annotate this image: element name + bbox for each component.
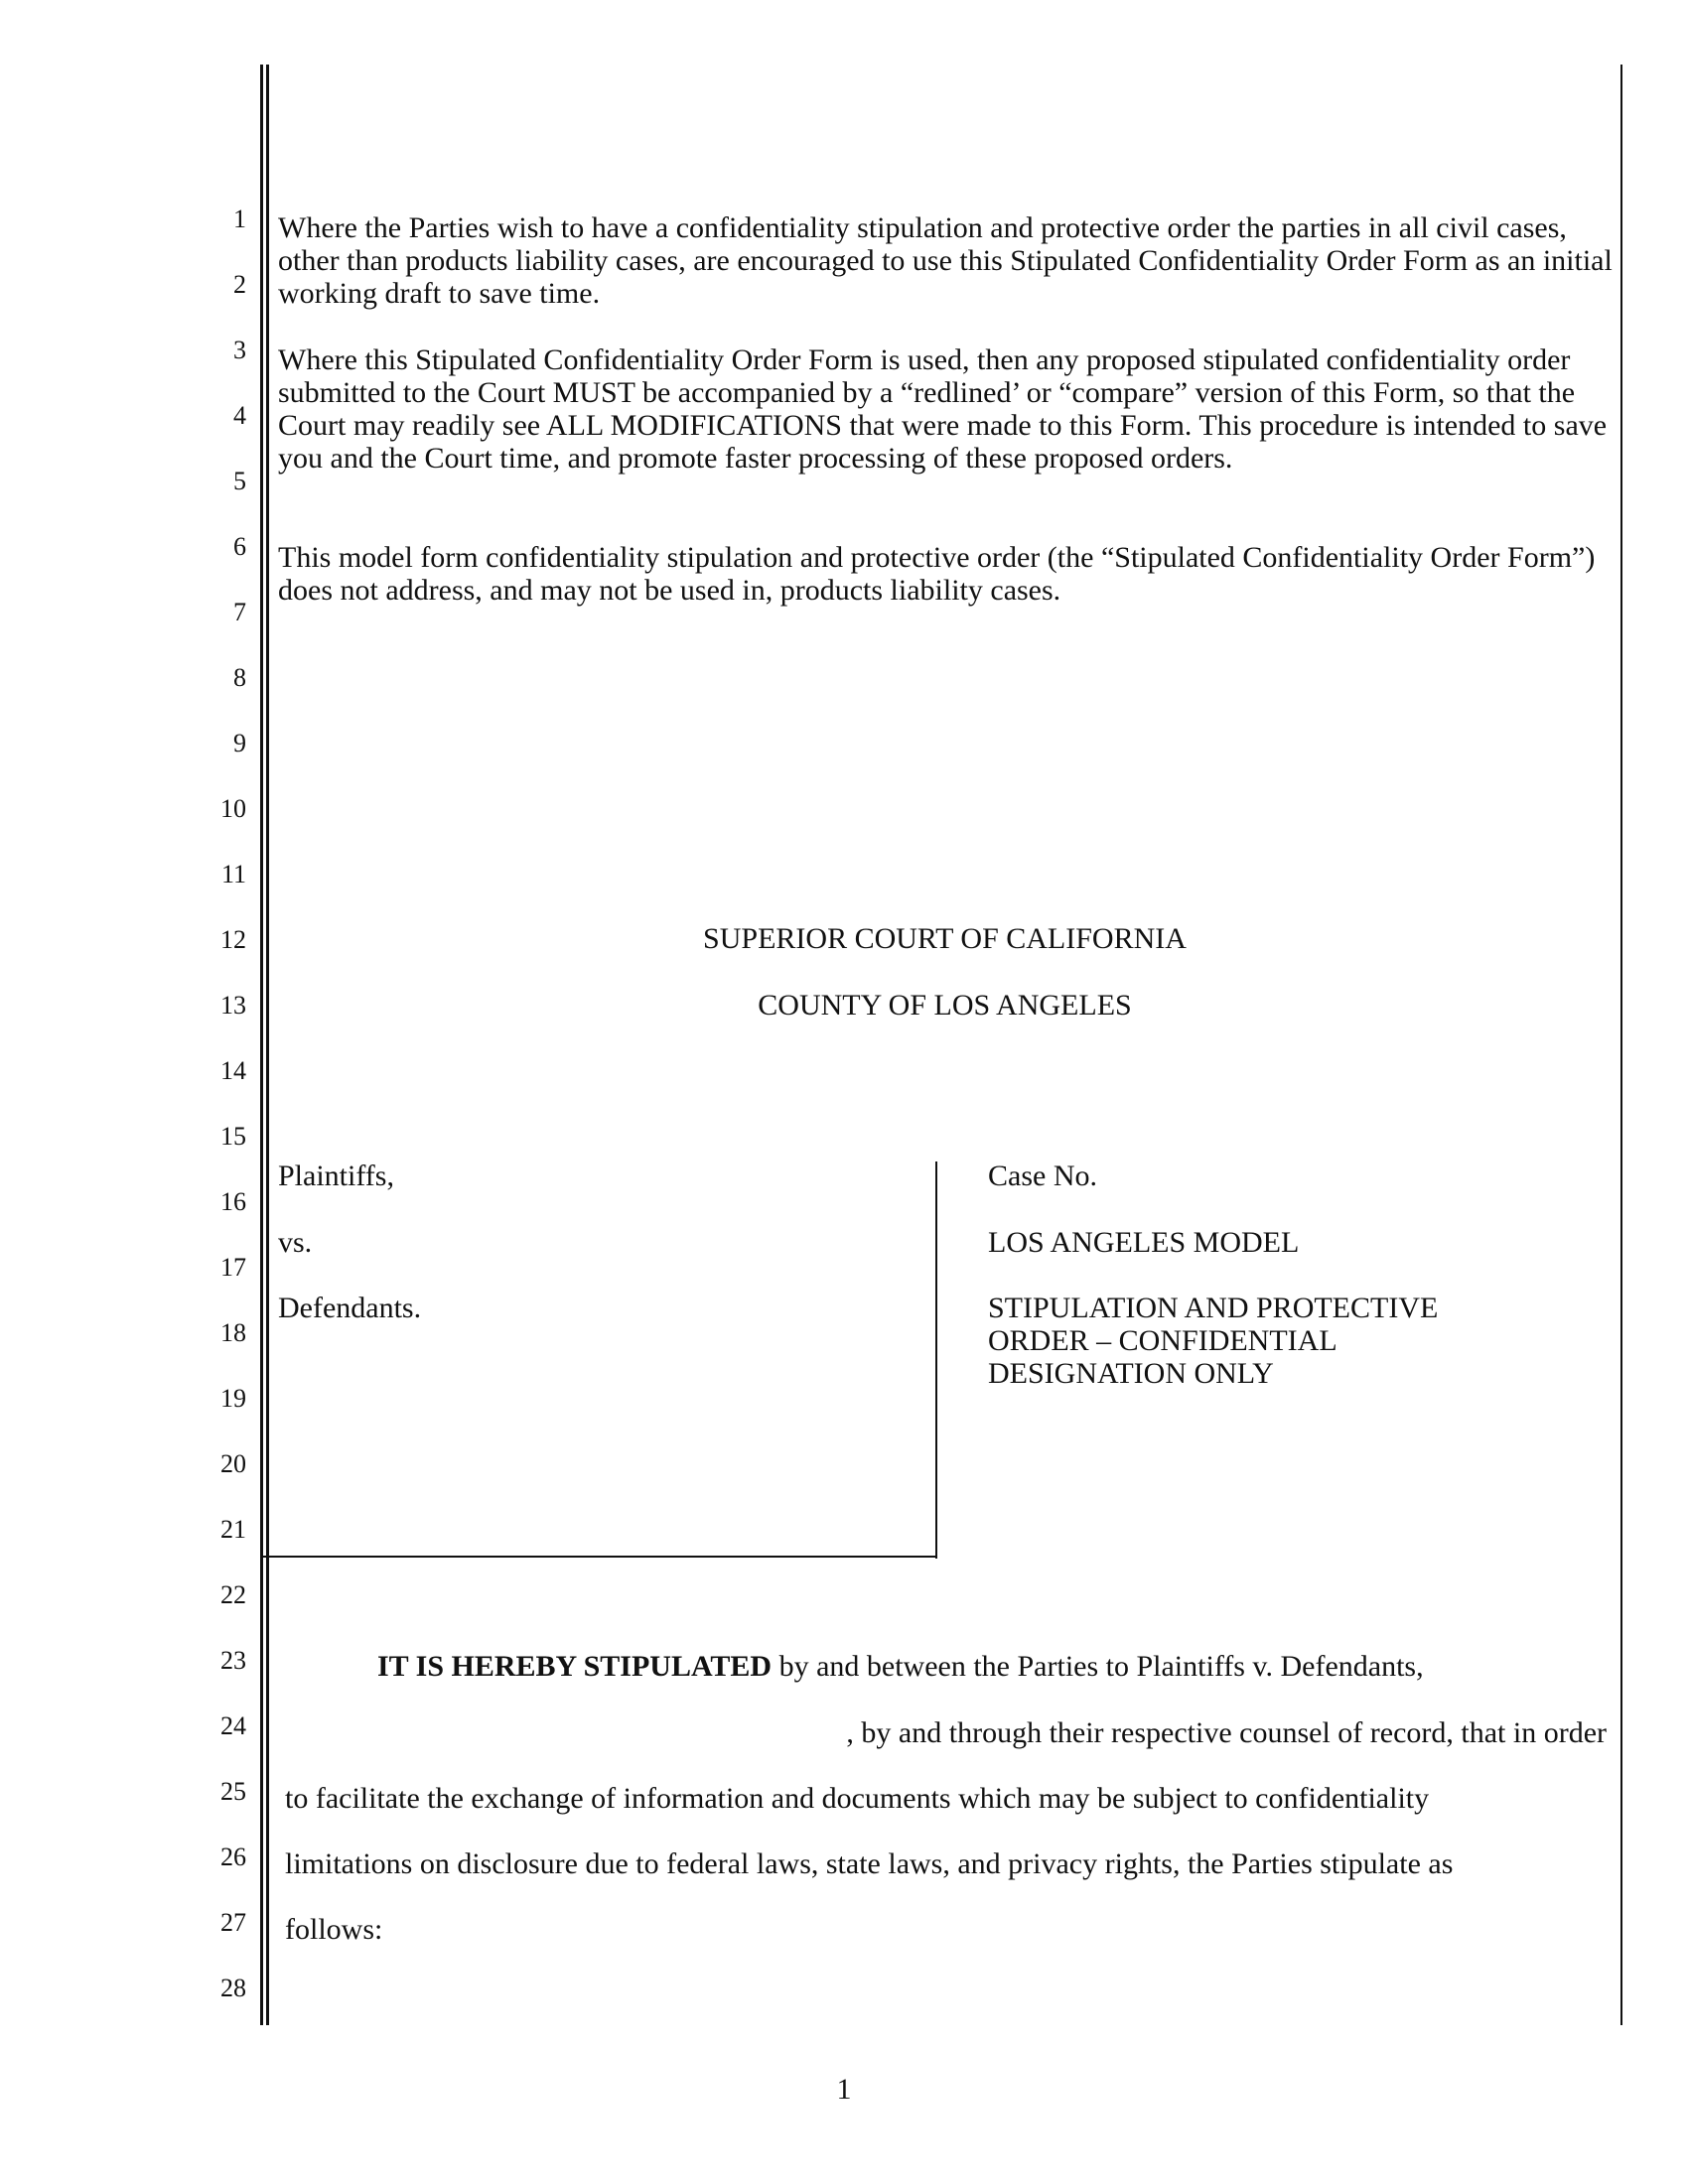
left-margin-rule-inner [266,65,269,2025]
line-number: 27 [220,1908,246,1937]
line-number: 23 [220,1646,246,1675]
line-number: 8 [233,663,246,692]
court-county: COUNTY OF LOS ANGELES [758,989,1132,1022]
body-line-23 [377,1650,1424,1683]
line-number: 21 [220,1515,246,1544]
line-number: 7 [233,598,246,626]
notice-paragraph-3 [278,541,1614,607]
line-number: 11 [220,860,246,888]
court-name: SUPERIOR COURT OF CALIFORNIA [703,922,1187,955]
line-number: 15 [220,1122,246,1151]
document-title-line: STIPULATION AND PROTECTIVE [988,1292,1439,1324]
line-number: 28 [220,1974,246,2002]
line-number: 26 [220,1843,246,1871]
caption-vs: vs. [278,1226,313,1259]
line-number: 3 [233,336,246,364]
body-text: by and between the Parties to Plaintiffs v. Defendants, [772,1650,1424,1683]
line-number: 16 [220,1187,246,1216]
left-margin-rule [260,65,263,2025]
body-line-27: follows: [285,1913,383,1946]
notice-text: Where the Parties wish to have a confidentiality stipulation and protective order the parties in all civil cases, other than products liability cases, are encouraged to use this Stipulated Confidentiality Order Form as an initial working draft to save time. [278,211,1613,310]
line-number: 17 [220,1253,246,1282]
line-number: 13 [220,991,246,1020]
notice-text: Where this Stipulated Confidentiality Order Form is used, then any proposed stipulated confidentiality order submitted to the Court MUST be accompanied by a “redlined’ or “compare” version of this Form, so that the Court may readily see ALL MODIFICATIONS that were made to this Form. This procedure is intended to save you and the Court time, and promote faster processing of these proposed orders. [278,343,1608,475]
line-number: 9 [233,729,246,757]
line-number: 22 [220,1580,246,1609]
line-number: 14 [220,1056,246,1085]
line-number: 1 [233,205,246,233]
caption-plaintiffs: Plaintiffs, [278,1160,394,1192]
line-number: 10 [220,794,246,823]
line-number: 18 [220,1318,246,1347]
line-number: 2 [233,270,246,299]
line-number: 12 [220,925,246,954]
line-number: 20 [220,1449,246,1478]
notice-paragraph-2 [278,343,1614,475]
line-number: 24 [220,1711,246,1740]
case-number-label: Case No. [988,1160,1097,1192]
line-number: 6 [233,532,246,561]
body-line-24: , by and through their respective counsel of record, that in order [846,1716,1607,1749]
model-label: LOS ANGELES MODEL [988,1226,1300,1259]
body-line-26: limitations on disclosure due to federal laws, state laws, and privacy rights, the Parties stipulate as [285,1847,1454,1880]
line-number: 25 [220,1777,246,1806]
right-margin-rule [1620,65,1622,2025]
line-number: 5 [233,467,246,495]
notice-text: This model form confidentiality stipulation and protective order (the “Stipulated Confidentiality Order Form”) does not address, and may not be used in, products liability cases. [278,541,1596,607]
caption-defendants: Defendants. [278,1292,422,1324]
document-title [988,1292,1438,1390]
notice-paragraph-1 [278,211,1614,310]
document-title-line: DESIGNATION ONLY [988,1357,1274,1390]
body-line-25: to facilitate the exchange of information and documents which may be subject to confidentiality [285,1782,1430,1815]
caption-divider-vertical [935,1161,937,1559]
document-title-line: ORDER – CONFIDENTIAL [988,1324,1337,1357]
caption-divider-horizontal [260,1556,937,1558]
line-number: 19 [220,1384,246,1413]
page-number: 1 [836,2073,852,2106]
stipulation-lead: IT IS HEREBY STIPULATED [377,1650,773,1683]
line-number: 4 [233,401,246,430]
